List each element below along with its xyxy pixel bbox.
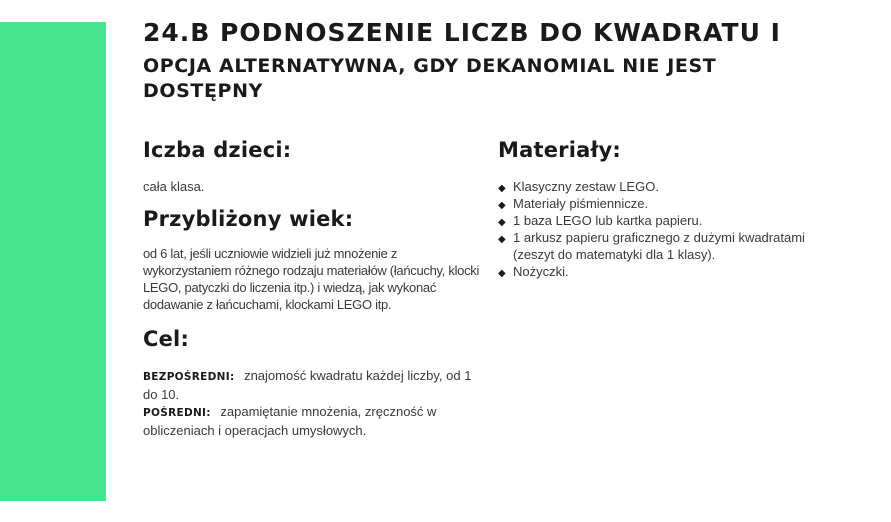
list-item [498, 195, 843, 212]
material-item-text: 1 baza LEGO lub kartka papieru. [513, 213, 703, 228]
content-columns [143, 136, 843, 456]
diamond-bullet-icon: ◆ [498, 268, 506, 279]
header [143, 16, 843, 104]
page-title: 24.B PODNOSZENIE LICZB DO KWADRATU I [143, 18, 781, 47]
direct-goal [143, 367, 488, 403]
direct-goal-label: BEZPOŚREDNI: [143, 371, 235, 383]
materials-heading: Materiały: [498, 138, 621, 162]
material-item-text: Materiały piśmiennicze. [513, 196, 649, 211]
children-value: cała klasa. [143, 179, 205, 194]
age-value: od 6 lat, jeśli uczniowie widzieli już mnożenie z wykorzystaniem różnego rodzaju materiałów (łańcuchy, klocki LEGO, patyczki do liczenia itp.) i wiedzą, jak wykonać dodawanie z łańcuchami, klockami LEGO itp. [143, 246, 480, 312]
diamond-bullet-icon: ◆ [498, 217, 506, 228]
indirect-goal-value: zapamiętanie mnożenia, zręczność w obliczeniach i operacjach umysłowych. [143, 404, 437, 438]
diamond-bullet-icon: ◆ [498, 200, 506, 211]
right-column [498, 136, 843, 280]
goal-block [143, 367, 488, 439]
left-column [143, 136, 488, 439]
children-heading: Iczba dzieci: [143, 138, 292, 162]
list-item [498, 263, 843, 280]
material-item-text: 1 arkusz papieru graficznego z dużymi kwadratami (zeszyt do matematyki dla 1 klasy). [513, 230, 805, 262]
list-item [498, 178, 843, 195]
indirect-goal-label: POŚREDNI: [143, 407, 211, 419]
page-subtitle: OPCJA ALTERNATYWNA, GDY DEKANOMIAL NIE JEST DOSTĘPNY [143, 55, 717, 102]
material-item-text: Klasyczny zestaw LEGO. [513, 179, 659, 194]
indirect-goal [143, 403, 488, 439]
list-item [498, 212, 843, 229]
diamond-bullet-icon: ◆ [498, 183, 506, 194]
goal-heading: Cel: [143, 327, 190, 351]
age-heading: Przybliżony wiek: [143, 207, 354, 231]
list-item [498, 229, 843, 263]
green-accent-bar [0, 22, 106, 501]
direct-goal-value: znajomość kwadratu każdej liczby, od 1 do 10. [143, 368, 472, 402]
materials-list [498, 178, 843, 280]
material-item-text: Nożyczki. [513, 264, 569, 279]
diamond-bullet-icon: ◆ [498, 234, 506, 245]
